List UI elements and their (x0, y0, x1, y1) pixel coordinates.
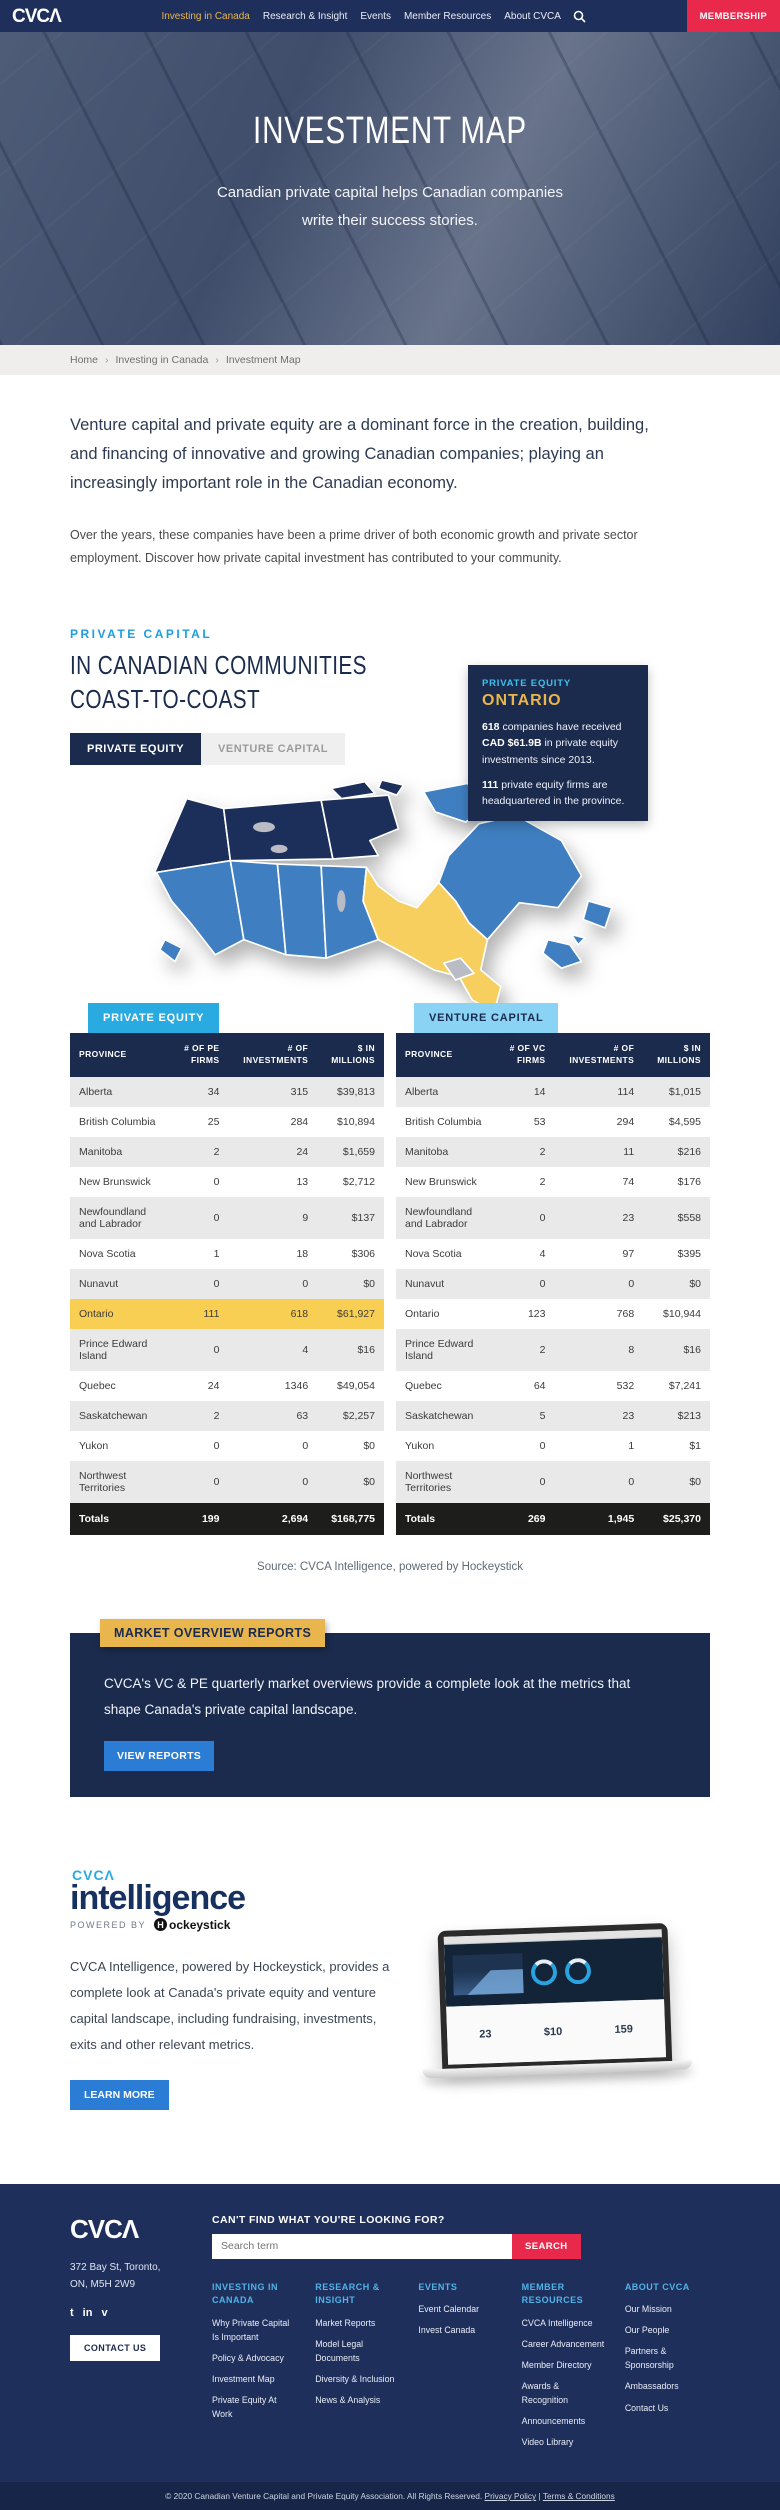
footer-link[interactable]: Why Private Capital Is Important (212, 2317, 290, 2342)
map-region-vancouver-island[interactable] (160, 939, 182, 961)
footer-link[interactable]: Video Library (521, 2437, 574, 2448)
market-overview-banner (70, 1625, 710, 1798)
breadcrumb (70, 354, 710, 366)
tab-venture-capital[interactable]: VENTURE CAPITAL (201, 733, 345, 765)
laptop-stat: 23 (479, 2028, 492, 2041)
table-row: Saskatchewan 2 63 $2,257 (70, 1401, 384, 1431)
totals-row: Totals 199 2,694 $168,775 (70, 1503, 384, 1535)
intro-body: Over the years, these companies have been a prime driver of both economic growth and private sector employment. Discover how private capital investment has contributed to your community. (70, 527, 638, 566)
footer-cvca-logo[interactable]: CVCΛ (70, 2213, 139, 2244)
footer-copyright-bar: © 2020 Canadian Venture Capital and Private Equity Association. All Rights Reserved. Privacy Policy | Terms & Conditions (0, 2482, 780, 2510)
tooltip-line-1: 618 companies have received CAD $61.9B in private equity investments since 2013. (482, 721, 622, 766)
table-row: British Columbia 25 284 $10,894 (70, 1107, 384, 1137)
table-row: Nunavut 0 0 $0 (396, 1269, 710, 1299)
membership-button[interactable]: MEMBERSHIP (687, 0, 780, 32)
laptop-illustration (418, 1922, 693, 2078)
cvca-logo[interactable]: CVCΛ (12, 5, 61, 27)
map-region-pei[interactable] (571, 934, 584, 944)
hero-subtitle: Canadian private capital helps Canadian companies write their success stories. (216, 184, 564, 229)
market-overview-text: CVCA's VC & PE quarterly market overviews provide a complete look at the metrics that shape Canada's private capital landscape. (104, 1675, 631, 1717)
column-header: # OF VC FIRMS (498, 1033, 554, 1077)
table-row: Prince Edward Island 2 8 $16 (396, 1329, 710, 1371)
page-title: INVESTMENT MAP (253, 110, 527, 152)
footer-column-member-resources: MEMBER RESOURCES CVCA Intelligence Career Advancement Member Directory Awards & Recognition Announcements Video Library (522, 2281, 607, 2456)
table-row: Yukon 0 1 $1 (396, 1431, 710, 1461)
map-region-nunavut[interactable] (321, 795, 398, 859)
linkedin-icon[interactable]: in (82, 2306, 93, 2319)
site-footer (0, 2184, 780, 2510)
terms-link[interactable]: Terms & Conditions (542, 2491, 615, 2502)
hero-banner (0, 32, 780, 345)
footer-column-about: ABOUT CVCA Our Mission Our People Partners & Sponsorship Ambassadors Contact Us (625, 2281, 710, 2456)
footer-column-events: EVENTS Event Calendar Invest Canada (418, 2281, 503, 2456)
tooltip-line-2: 111 private equity firms are headquartered in the province. (482, 778, 625, 808)
table-row: New Brunswick 0 13 $2,712 (70, 1167, 384, 1197)
tooltip-region: ONTARIO (482, 692, 562, 710)
nav-research-insight[interactable]: Research & Insight (262, 10, 348, 22)
tab-private-equity[interactable]: PRIVATE EQUITY (70, 733, 201, 765)
footer-link[interactable]: Private Equity At Work (212, 2394, 277, 2420)
footer-link[interactable]: CVCA Intelligence (521, 2317, 593, 2328)
privacy-policy-link[interactable]: Privacy Policy (484, 2491, 537, 2502)
breadcrumb-home[interactable]: Home (70, 354, 99, 366)
vimeo-icon[interactable]: v (101, 2306, 108, 2319)
footer-link[interactable]: News & Analysis (315, 2394, 381, 2405)
hockeystick-logo: H ockeystick (154, 1918, 230, 1932)
breadcrumb-separator: › (105, 354, 109, 366)
search-icon[interactable] (573, 10, 586, 23)
learn-more-button[interactable]: LEARN MORE (70, 2080, 169, 2110)
breadcrumb-separator: › (215, 354, 219, 366)
section-heading: IN CANADIAN COMMUNITIES COAST-TO-COAST (70, 650, 367, 714)
footer-link[interactable]: Diversity & Inclusion (315, 2373, 395, 2384)
column-header: # OF PE FIRMS (172, 1033, 228, 1077)
map-region-saskatchewan[interactable] (277, 864, 326, 958)
source-attribution: Source: CVCA Intelligence, powered by Hockeystick (257, 1560, 523, 1573)
footer-link[interactable]: Career Advancement (521, 2338, 605, 2349)
map-arctic-island[interactable] (378, 780, 403, 795)
pe-table-badge: PRIVATE EQUITY (88, 1003, 219, 1033)
table-row: Quebec 64 532 $7,241 (396, 1371, 710, 1401)
mini-chart (452, 1953, 523, 1995)
table-row: Ontario 123 768 $10,944 (396, 1299, 710, 1329)
table-row: Nova Scotia 4 97 $395 (396, 1239, 710, 1269)
table-row: Manitoba 2 11 $216 (396, 1137, 710, 1167)
nav-investing-in-canada[interactable]: Investing in Canada (161, 10, 250, 22)
footer-search-button[interactable]: SEARCH (512, 2234, 581, 2259)
site-header (0, 0, 780, 32)
laptop-stat: 159 (614, 2023, 634, 2037)
footer-link[interactable]: Member Directory (521, 2359, 592, 2370)
table-row: Alberta 14 114 $1,015 (396, 1077, 710, 1107)
donut-gauge (565, 1958, 592, 1985)
column-header: # OF INVESTMENTS (555, 1033, 644, 1077)
footer-link[interactable]: Awards & Recognition (521, 2380, 569, 2405)
table-row: Northwest Territories 0 0 $0 (396, 1461, 710, 1503)
footer-column-investing: INVESTING IN CANADA Why Private Capital Is Important Policy & Advocacy Investment Map Private Equity At Work (212, 2281, 297, 2456)
footer-address: 372 Bay St, Toronto, ON, M5H 2W9 (70, 2261, 161, 2290)
column-header: PROVINCE (396, 1033, 498, 1077)
table-row: Quebec 24 1346 $49,054 (70, 1371, 384, 1401)
table-row: New Brunswick 2 74 $176 (396, 1167, 710, 1197)
footer-link[interactable]: Announcements (521, 2416, 586, 2427)
twitter-icon[interactable]: t (70, 2306, 74, 2319)
table-row: Northwest Territories 0 0 $0 (70, 1461, 384, 1503)
table-row: Alberta 34 315 $39,813 (70, 1077, 384, 1107)
breadcrumb-investing[interactable]: Investing in Canada (115, 354, 209, 366)
contact-us-button[interactable]: CONTACT US (70, 2335, 160, 2361)
footer-search-input[interactable] (212, 2234, 512, 2259)
vc-table-badge: VENTURE CAPITAL (414, 1003, 558, 1033)
map-region-newfoundland[interactable] (583, 901, 612, 928)
province-tooltip (468, 665, 648, 821)
table-row: Saskatchewan 5 23 $213 (396, 1401, 710, 1431)
venture-capital-table (396, 1033, 710, 1535)
table-row: Newfoundland and Labrador 0 9 $137 (70, 1197, 384, 1239)
footer-search-label: CAN'T FIND WHAT YOU'RE LOOKING FOR? (212, 2213, 445, 2226)
footer-link[interactable]: Model Legal Documents (315, 2338, 364, 2363)
breadcrumb-bar (0, 345, 780, 375)
laptop-stat: $10 (543, 2025, 563, 2039)
footer-link[interactable]: Our People (624, 2325, 670, 2336)
copyright-text: © 2020 Canadian Venture Capital and Private Equity Association. All Rights Reserved. (165, 2491, 483, 2502)
intro-lead: Venture capital and private equity are a dominant force in the creation, building, and financing of innovative and growing Canadian companies; playing an increasingly important role in the Canadian economy. (70, 416, 649, 492)
table-row: Nunavut 0 0 $0 (70, 1269, 384, 1299)
section-eyebrow: PRIVATE CAPITAL (70, 627, 213, 642)
table-row: Newfoundland and Labrador 0 23 $558 (396, 1197, 710, 1239)
nav-member-resources[interactable]: Member Resources (403, 10, 492, 22)
tooltip-category: PRIVATE EQUITY (482, 678, 571, 690)
footer-link[interactable]: Policy & Advocacy (212, 2352, 284, 2363)
table-row: Yukon 0 0 $0 (70, 1431, 384, 1461)
column-header: $ IN MILLIONS (643, 1033, 710, 1077)
table-row: Ontario 111 618 $61,927 (70, 1299, 384, 1329)
column-header: $ IN MILLIONS (317, 1033, 384, 1077)
footer-link[interactable]: Contact Us (624, 2402, 669, 2413)
private-equity-table-block (70, 1003, 384, 1535)
map-region-maritimes[interactable] (543, 939, 582, 968)
footer-link[interactable]: Market Reports (315, 2317, 376, 2328)
footer-link[interactable]: Ambassadors (624, 2381, 679, 2392)
breadcrumb-current: Investment Map (225, 354, 301, 366)
column-header: PROVINCE (70, 1033, 172, 1077)
table-row: Prince Edward Island 0 4 $16 (70, 1329, 384, 1371)
social-links (70, 2307, 188, 2319)
venture-capital-table-block (396, 1003, 710, 1535)
investment-map-section (70, 627, 710, 1572)
cvca-intelligence-section (70, 1867, 710, 2110)
table-row: British Columbia 53 294 $4,595 (396, 1107, 710, 1137)
footer-link[interactable]: Partners & Sponsorship (624, 2346, 674, 2371)
donut-gauge (531, 1959, 558, 1986)
private-equity-table (70, 1033, 384, 1535)
nav-events[interactable]: Events (360, 10, 391, 22)
footer-link[interactable]: Investment Map (212, 2373, 275, 2384)
map-region-british-columbia[interactable] (156, 860, 243, 954)
intelligence-description: CVCA Intelligence, powered by Hockeystick, provides a complete look at Canada's private equity and venture capital landscape, including fundraising, investments, exits and other relevant metrics. (70, 1958, 390, 2052)
footer-column-research: RESEARCH & INSIGHT Market Reports Model Legal Documents Diversity & Inclusion News & Analysis (315, 2281, 400, 2456)
cvca-intelligence-logo: CVCΛ intelligence POWERED BY H ockeystick (70, 1867, 246, 1932)
table-row: Nova Scotia 1 18 $306 (70, 1239, 384, 1269)
powered-by-label: POWERED BY (70, 1919, 147, 1930)
view-reports-button[interactable]: VIEW REPORTS (104, 1741, 214, 1771)
table-row: Manitoba 2 24 $1,659 (70, 1137, 384, 1167)
footer-link[interactable]: Event Calendar (418, 2304, 480, 2315)
totals-row: Totals 269 1,945 $25,370 (396, 1503, 710, 1535)
column-header: # OF INVESTMENTS (228, 1033, 317, 1077)
footer-link[interactable]: Invest Canada (418, 2325, 476, 2336)
main-nav (161, 11, 560, 22)
market-overview-badge: MARKET OVERVIEW REPORTS (100, 1619, 325, 1647)
nav-about-cvca[interactable]: About CVCA (504, 10, 561, 22)
footer-link[interactable]: Our Mission (624, 2304, 672, 2315)
